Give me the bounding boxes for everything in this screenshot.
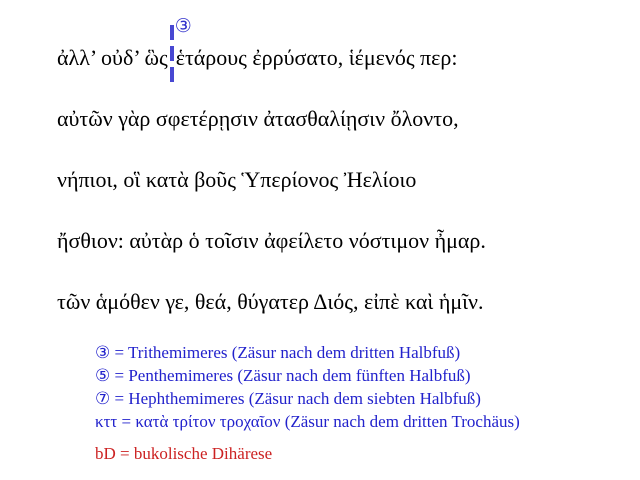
poem-line-4: ἤσθιον: αὐτὰρ ὁ τοῖσιν ἀφείλετο νόστιμον ἦμαρ. [57, 227, 486, 253]
poem-line-5: τῶν ἁμόθεν γε, θεά, θύγατερ Διός, εἰπὲ καὶ ἡμῖν. [57, 288, 484, 314]
legend-trithemimeres: ③ = Trithemimeres (Zäsur nach dem dritten Halbfuß) [95, 343, 461, 362]
greek-poem [57, 14, 486, 332]
poem-line-3: νήπιοι, οἳ κατὰ βοῦς Ὑπερίονος Ἠελίοιο [57, 166, 417, 192]
caesura-number-3-icon: ③ [174, 14, 192, 37]
caesura-dashed-line [170, 25, 174, 87]
poem-line-2: αὐτῶν γὰρ σφετέρῃσιν ἀτασθαλίῃσιν ὄλοντο, [57, 105, 459, 131]
poem-line-1-before-caesura: ἀλλ’ οὐδ’ ὣς [57, 44, 168, 70]
legend-hephthemimeres: ⑦ = Hephthemimeres (Zäsur nach dem siebten Halbfuß) [95, 389, 481, 408]
caesura-marker [168, 14, 192, 69]
poem-line-1 [57, 14, 486, 88]
poem-line-1-after-caesura: ἑτάρους ἐρρύσατο, ἱέμενός περ: [175, 44, 458, 70]
caesura-legend [95, 341, 520, 465]
legend-kata-triton-trochaion: κττ = κατὰ τρίτον τροχαῖον (Zäsur nach dem dritten Trochäus) [95, 412, 520, 431]
legend-bukolische-dihaerese: bD = bukolische Dihärese [95, 444, 273, 463]
legend-penthemimeres: ⑤ = Penthemimeres (Zäsur nach dem fünften Halbfuß) [95, 366, 471, 385]
